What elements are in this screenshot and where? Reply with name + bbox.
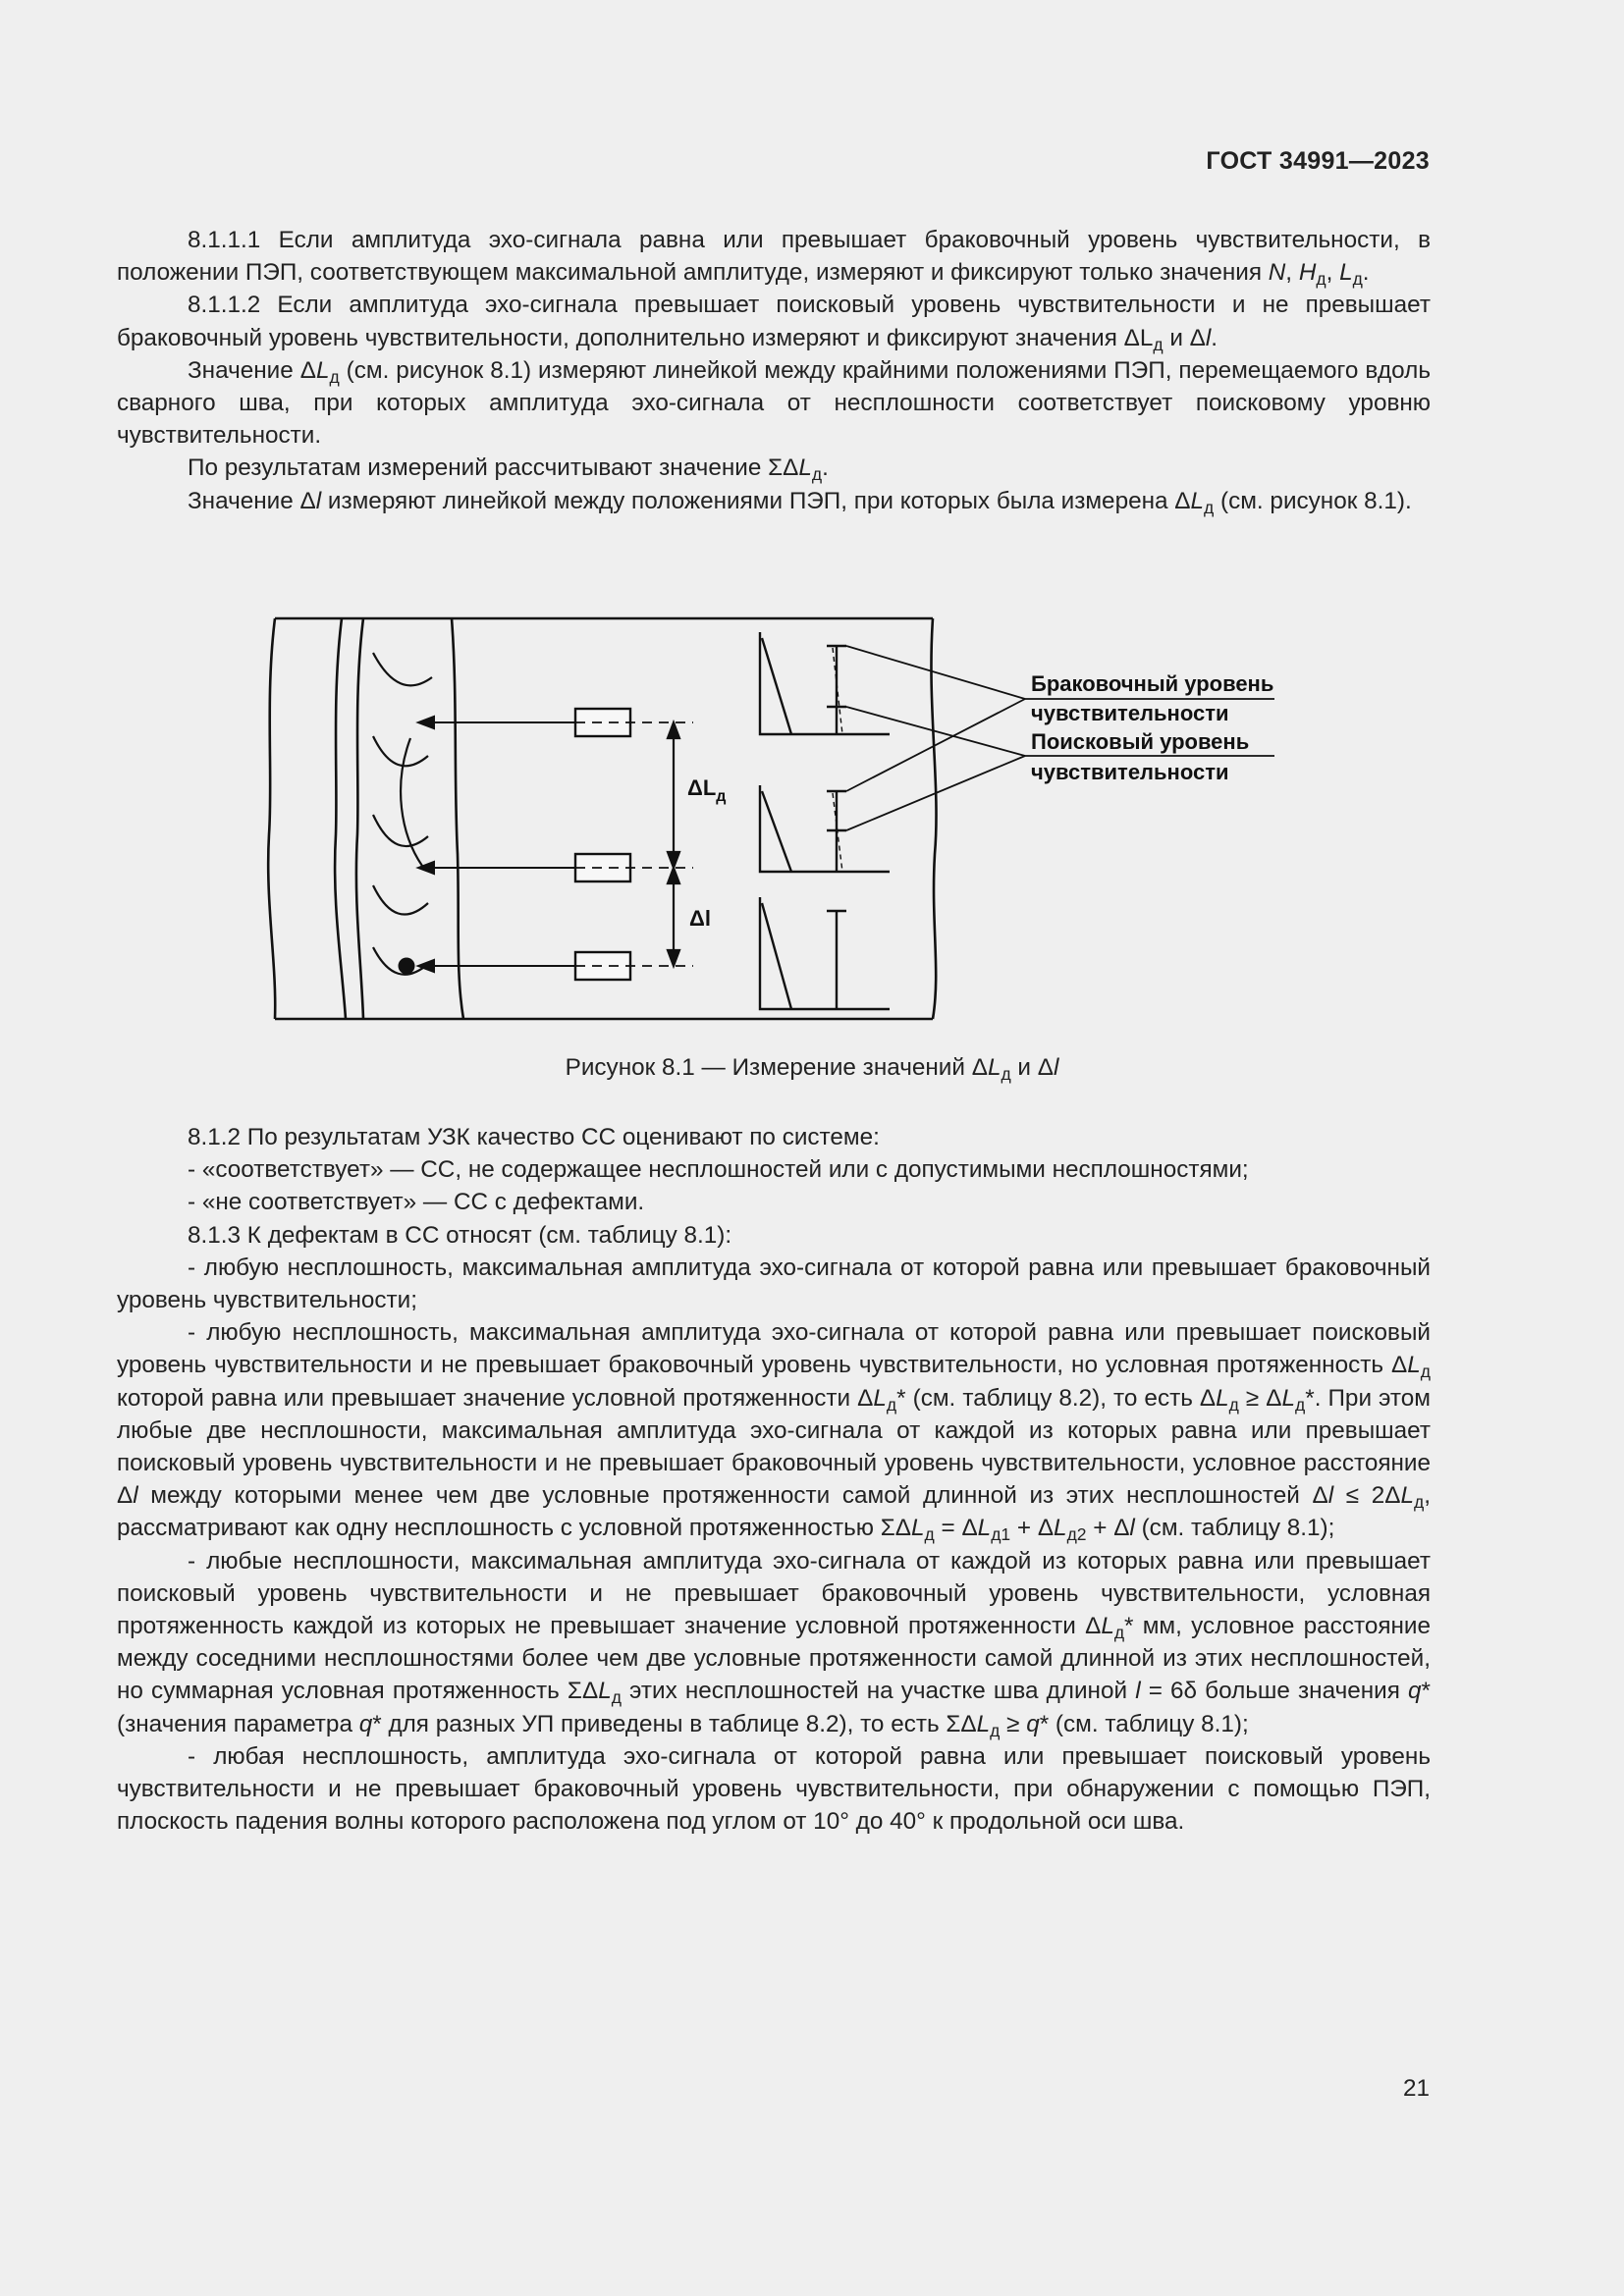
paragraph-sum-delta-L: По результатам измерений рассчитывают значение $\Sigma\Delta L_д$. bbox=[188, 454, 829, 485]
page-number: 21 bbox=[1402, 2075, 1430, 2102]
defect-point bbox=[399, 958, 415, 975]
paragraph-delta-L-measure: Значение $\Delta L_д$ (см. рисунок 8.1) измеряют линейкой между крайними положениями ПЭП, перемещаемого вдоль сварного шва, при которых амплитуда эхо-сигнала от несплошности соответствует поисковому уровню чувствительности. bbox=[117, 356, 1431, 450]
dimension-arrows bbox=[668, 722, 679, 966]
defect-item-1: - любую несплошность, максимальная амплитуда эхо-сигнала от которой равна или превышает браковочный уровень чувствительности; bbox=[117, 1254, 1431, 1314]
list-item-not-conforms: - «не соответствует» — СС с дефектами. bbox=[188, 1189, 645, 1216]
reject-level-label: Браковочный уровень bbox=[1031, 671, 1274, 696]
delta-L-label: $\Delta L_д$ bbox=[687, 775, 727, 805]
beam-arrows bbox=[418, 717, 575, 972]
scan-arcs bbox=[373, 653, 432, 975]
text-block-bottom bbox=[117, 1121, 1431, 1838]
paragraph-8-1-3: 8.1.3 К дефектам в СС относят (см. таблицу 8.1): bbox=[188, 1221, 732, 1249]
figure-8-1-diagram bbox=[263, 609, 1294, 1031]
transducer-blocks bbox=[575, 709, 630, 980]
search-level-label: Поисковый уровень bbox=[1031, 729, 1250, 754]
defect-item-2: - любую несплошность, максимальная амплитуда эхо-сигнала от которой равна или превышает поисковый уровень чувствительности и не превышает браковочный уровень чувствительности, но условная протяженность $\Delta L_д$ которой равна или превышает значение условной протяженности $\Delta L_д*$ (см. таблицу 8.2), то есть $\Delta L_д \ge \Delta L_д*$. При этом любые две несплошности, максимальная амплитуда эхо-сигнала от каждой из которых равна или превышает поисковый уровень чувствительности и не превышает браковочный уровень чувствительности, условное расстояние Δl между которыми менее чем две условные протяженности самой длинной из этих несплошностей $\Delta l \le 2\Delta L_д$, рассматривают как одну несплошность с условной протяженностью $\Sigma\Delta L_д = \Delta L_{д1} + \Delta L_{д2} + \Delta l$ (см. таблицу 8.1); bbox=[117, 1319, 1431, 1545]
list-item-conforms: - «соответствует» — СС, не содержащее несплошностей или с допустимыми несплошностями; bbox=[188, 1156, 1249, 1184]
document-code-header: ГОСТ 34991—2023 bbox=[1206, 147, 1430, 175]
paragraph-8-1-1-1: 8.1.1.1 Если амплитуда эхо-сигнала равна или превышает браковочный уровень чувствительности, в положении ПЭП, соответствующем максимальной амплитуде, измеряют и фиксируют только значения N, $H_д$, $L_д$. bbox=[117, 227, 1431, 290]
paragraph-delta-l-measure: Значение Δl измеряют линейкой между положениями ПЭП, при которых была измерена $\Delta L_д$ (см. рисунок 8.1). bbox=[188, 487, 1412, 517]
reject-level-label-2: чувствительности bbox=[1031, 701, 1229, 725]
figure-caption: Рисунок 8.1 — Измерение значений $\Delta L_д$ и Δl bbox=[565, 1054, 1059, 1084]
defect-item-3: - любые несплошности, максимальная амплитуда эхо-сигнала от каждой из которых равна или превышает поисковый уровень чувствительности и не превышает браковочный уровень чувствительности, условная протяженность каждой из которых не превышает значение условной протяженности $\Delta L_д*$ мм, условное расстояние между соседними несплошностями более чем две условные протяженности самой длинной из этих несплошностей, но суммарная условная протяженность $\Sigma\Delta L_д$ этих несплошностей на участке шва длиной l = 6δ больше значения q* (значения параметра q* для разных УП приведены в таблице 8.2), то есть $\Sigma\Delta L_д \ge q*$ (см. таблицу 8.1); bbox=[117, 1547, 1431, 1740]
text-block-top bbox=[117, 224, 1431, 517]
paragraph-8-1-2: 8.1.2 По результатам УЗК качество СС оценивают по системе: bbox=[188, 1124, 880, 1150]
paragraph-8-1-1-2: 8.1.1.2 Если амплитуда эхо-сигнала превышает поисковый уровень чувствительности и не превышает браковочный уровень чувствительности, дополнительно измеряют и фиксируют значения $\Delta L_д$ и Δl. bbox=[117, 292, 1431, 354]
search-level-label-2: чувствительности bbox=[1031, 760, 1229, 784]
defect-item-4: - любая несплошность, амплитуда эхо-сигнала от которой равна или превышает поисковый уровень чувствительности и не превышает браковочный уровень чувствительности, при обнаружении с помощью ПЭП, плоскость падения волны которого расположена под углом от 10° до 40° к продольной оси шва. bbox=[117, 1742, 1431, 1836]
transducer-centerlines bbox=[575, 722, 693, 966]
delta-l-label: Δl bbox=[689, 906, 711, 931]
